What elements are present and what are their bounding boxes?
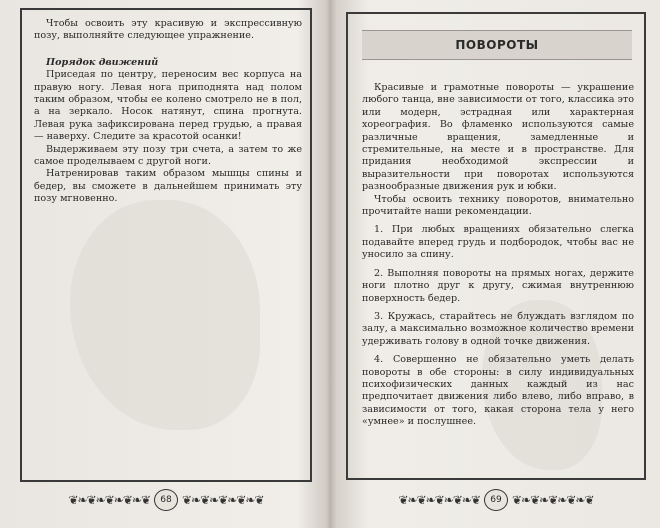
movement-order-heading: Порядок движений [46,56,159,68]
right-page-text [362,82,634,429]
recommendation-item: 3. Кружась, старайтесь не блуждать взглядом по залу, а максимально возможное количество времени удерживать голову в одной точке движения. [362,310,634,347]
vine-ornament-icon: ❦❧❦❧❦❧❦❧❦ [398,493,480,507]
page-number: 69 [484,489,508,511]
vine-ornament-icon: ❦❧❦❧❦❧❦❧❦ [512,493,594,507]
left-page-text [34,18,302,206]
recommendation-item: 1. При любых вращениях обязательно слегка подавайте вперед грудь и подбородок, чтобы вас не уносило за спину. [362,224,634,261]
left-page [0,0,328,528]
chapter-title-banner [362,30,632,60]
right-page-footer [346,488,646,512]
paragraph: Чтобы освоить технику поворотов, внимательно прочитайте наши рекомендации. [362,193,634,218]
paragraph: Красивые и грамотные повороты — украшение любого танца, вне зависимости от того, классика это или модерн, эстрадная или характерная хореография. Во фламенко используются самые различные вращения, замедленные и стремительные, на месте и в пространстве. Для придания необходимой экспрессии и выразительности при поворотах используются разнообразные движения рук и юбки. [362,82,634,193]
page-number: 68 [154,489,178,511]
recommendation-item: 4. Совершенно не обязательно уметь делать повороты в обе стороны: в силу индивидуальных психофизических данных каждый из нас предпочитает движения либо влево, либо вправо, в зависимости от того, какая сторона тела у него «умнее» и послушнее. [362,354,634,428]
chapter-title: ПОВОРОТЫ [455,38,539,52]
intro-paragraph: Чтобы освоить эту красивую и экспрессивную позу, выполняйте следующее упражнение. [34,18,302,42]
right-page [332,0,660,528]
vine-ornament-icon: ❦❧❦❧❦❧❦❧❦ [68,493,150,507]
paragraph: Приседая по центру, переносим вес корпуса на правую ногу. Левая нога приподнята над полом таким образом, чтобы ее колено смотрело не в пол, а на зеркало. Носок натянут, спина прогнута. Левая рука зафиксирована перед грудью, а правая — наверху. Следите за красотой осанки! [34,69,302,143]
vine-ornament-icon: ❦❧❦❧❦❧❦❧❦ [182,493,264,507]
left-page-footer [20,488,312,512]
recommendation-item: 2. Выполняя повороты на прямых ногах, держите ноги плотно друг к другу, сжимая внутреннюю поверхность бедер. [362,267,634,304]
paragraph: Выдерживаем эту позу три счета, а затем то же самое проделываем с другой ноги. [34,143,302,168]
paragraph: Натренировав таким образом мышцы спины и бедер, вы сможете в дальнейшем принимать эту позу мгновенно. [34,168,302,205]
